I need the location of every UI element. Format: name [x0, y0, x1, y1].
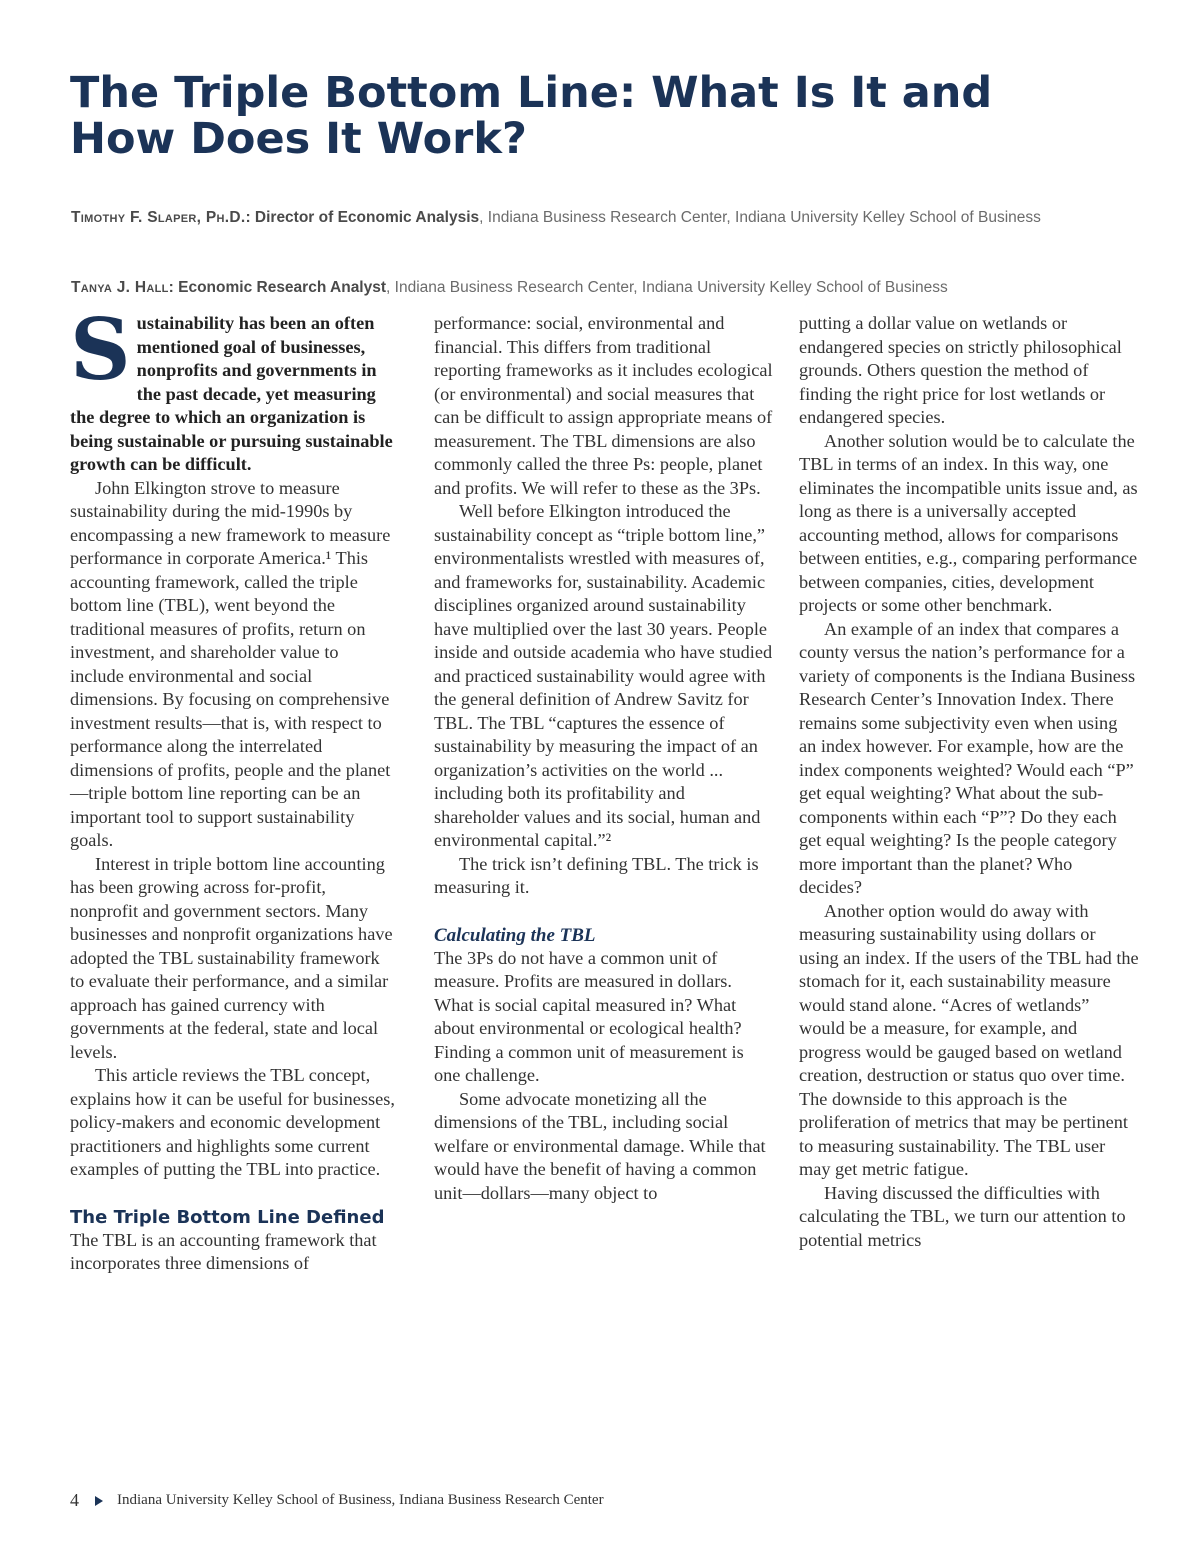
triangle-right-icon	[95, 1496, 103, 1506]
page-footer	[70, 1490, 870, 1511]
page-number: 4	[70, 1490, 79, 1510]
author-role: Economic Research Analyst	[178, 279, 387, 296]
text-column-3	[799, 312, 1139, 1252]
author-byline-2: Tanya J. Hall: Economic Research Analyst, Indiana Business Research Center, Indiana University Kelley School of Business	[71, 279, 948, 296]
body-paragraph: Another option would do away with measuring sustainability using dollars or using an index. If the users of the TBL had the stomach for it, each sustainability measure would stand alone. “Acres of wetlands” would be a measure, for example, and progress would be gauged based on wetland creation, destruction or status quo over time. The downside to this approach is the proliferation of metrics that may be pertinent to measuring sustainability. The TBL user may get metric fatigue.	[799, 900, 1139, 1179]
text-column-1	[70, 300, 395, 1276]
body-paragraph: Well before Elkington introduced the sustainability concept as “triple bottom line,” environmentalists wrestled with measures of, and frameworks for, sustainability. Academic disciplines organized around sustainability have multiplied over the last 30 years. People inside and outside academia who have studied and practiced sustainability would agree with the general definition of Andrew Savitz for TBL. The TBL “captures the essence of sustainability by measuring the impact of an organization’s activities on the world ... including both its profitability and shareholder values and its social, human and environmental capital.”²	[434, 501, 773, 850]
author-name: Timothy F. Slaper, Ph.D.	[71, 209, 246, 226]
lead-text: ustainability has been an often mentioned goal of businesses, nonprofits and governments in the past decade, yet measuring the degree to which an organization is being sustainable or pursuing sustainable growth can be difficult.	[70, 313, 393, 474]
section-heading-tbl-defined: The Triple Bottom Line Defined	[70, 1206, 385, 1228]
body-paragraph: Another solution would be to calculate the TBL in terms of an index. In this way, one eliminates the incompatible units issue and, as long as there is a universally accepted accounting method, allows for comparisons between entities, e.g., comparing performance between companies, cities, development projects or some other benchmark.	[799, 430, 1138, 615]
body-paragraph: The TBL is an accounting framework that incorporates three dimensions of	[70, 1229, 377, 1273]
body-paragraph: performance: social, environmental and financial. This differs from traditional reporting frameworks as it includes ecological (or environmental) and social measures that can be difficult to assign appropriate means of measurement. The TBL dimensions are also commonly called the three Ps: people, planet and profits. We will refer to these as the 3Ps.	[434, 313, 773, 498]
body-paragraph: An example of an index that compares a county versus the nation’s performance for a variety of components is the Indiana Business Research Center’s Innovation Index. There remains some subjectivity even when using an index however. For example, how are the index components weighted? Would each “P” get equal weighting? What about the sub-components within each “P”? Do they each get equal weighting? Is the people category more important than the planet? Who decides?	[799, 618, 1136, 897]
author-name: Tanya J. Hall	[71, 279, 169, 296]
footer-text: Indiana University Kelley School of Business, Indiana Business Research Center	[117, 1492, 604, 1508]
article-title	[70, 70, 1150, 162]
section-heading-calculating: Calculating the TBL	[434, 924, 596, 946]
author-role: Director of Economic Analysis	[254, 209, 480, 226]
body-paragraph: Some advocate monetizing all the dimensions of the TBL, including social welfare or environmental damage. While that would have the benefit of having a common unit—dollars—many object to	[434, 1088, 766, 1203]
body-paragraph: The trick isn’t defining TBL. The trick is measuring it.	[434, 853, 759, 897]
title-line-1: The Triple Bottom Line: What Is It and	[70, 68, 993, 118]
body-paragraph: Interest in triple bottom line accounting has been growing across for-profit, nonprofit and government sectors. Many businesses and nonprofit organizations have adopted the TBL sustainability framework to evaluate their performance, and a similar approach has gained currency with governments at the federal, state and local levels.	[70, 853, 393, 1062]
author-affiliation: , Indiana Business Research Center, Indiana University Kelley School of Business	[386, 279, 948, 296]
lead-paragraph	[70, 300, 395, 477]
drop-cap: S	[70, 300, 131, 399]
author-byline-1: Timothy F. Slaper, Ph.D.: Director of Economic Analysis, Indiana Business Research Center, Indiana University Kelley School of Business	[71, 209, 1041, 226]
body-paragraph: putting a dollar value on wetlands or endangered species on strictly philosophical grounds. Others question the method of finding the right price for lost wetlands or endangered species.	[799, 313, 1122, 427]
body-paragraph: John Elkington strove to measure sustainability during the mid-1990s by encompassing a new framework to measure performance in corporate America.¹ This accounting framework, called the triple bottom line (TBL), went beyond the traditional measures of profits, return on investment, and shareholder value to include environmental and social dimensions. By focusing on comprehensive investment results—that is, with respect to performance along the interrelated dimensions of profits, people and the planet—triple bottom line reporting can be an important tool to support sustainability goals.	[70, 477, 391, 850]
text-column-2	[434, 312, 774, 1205]
body-paragraph: This article reviews the TBL concept, explains how it can be useful for businesses, policy-makers and economic development practitioners and highlights some current examples of putting the TBL into practice.	[70, 1065, 395, 1179]
body-paragraph: Having discussed the difficulties with calculating the TBL, we turn our attention to potential metrics	[799, 1182, 1126, 1250]
author-affiliation: , Indiana Business Research Center, Indiana University Kelley School of Business	[479, 209, 1041, 226]
body-paragraph: The 3Ps do not have a common unit of measure. Profits are measured in dollars. What is social capital measured in? What about environmental or ecological health? Finding a common unit of measurement is one challenge.	[434, 947, 744, 1085]
title-line-2: How Does It Work?	[70, 114, 527, 164]
